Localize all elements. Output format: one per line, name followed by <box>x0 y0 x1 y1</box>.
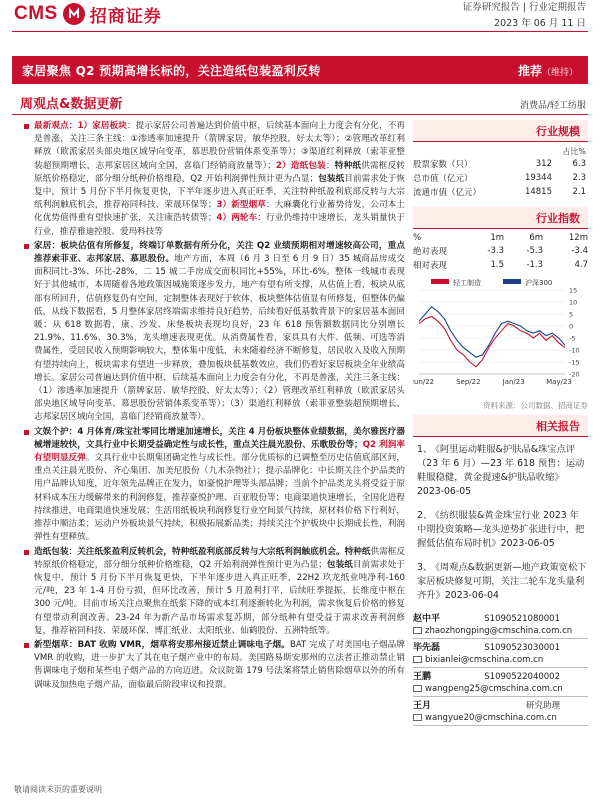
index-row-label: 绝对表现 <box>413 247 448 257</box>
paragraph-text: 4）两轮车 <box>216 213 258 224</box>
series-line <box>419 307 565 357</box>
paragraph-text: 2）造纸包装 <box>275 160 326 171</box>
analyst-row <box>413 642 588 654</box>
analyst-email-row <box>413 654 588 668</box>
scale-value: 14815 <box>524 187 552 197</box>
index-value: -5.3 <box>526 246 544 256</box>
section-divider <box>12 114 588 115</box>
related-report-title: 《阿里运动鞋服&护肤品&珠宝点评（23 年 6 月）—23 年 618 预售：运动鞋服稳健，黄金提速&护肤品收缩》2023-06-05 <box>417 444 585 497</box>
analyst-row <box>413 671 588 683</box>
index-header-cell: % <box>413 233 422 243</box>
industry-scale-unit: 占比% <box>562 147 586 156</box>
y-tick-label: 15 <box>569 286 578 295</box>
scale-pct: 2.3 <box>572 173 586 183</box>
paragraph-text: 。文具行业中长期集团确定性与成长性。部分优质标的已调整至历史估值底部区间，重点关注晨光股份、齐心集团、加美尼股份（九木杂物社）；提示品牌化：中长期关注个护品类的用户品牌认知度，近年领先品牌正在发力，如豪悦护理等头部品牌；当前个护品类龙头将受益于原材料成本压力缓解带来的利润修复，推荐豪悦护理、百亚股份等；电商渠道快速增长，全国化进程持续推进，电商渠道快速发展；生活用纸板块利润修复行业空间景气持续，原材料价格下行利好，推荐中顺洁柔；运动户外板块景气持续，积极拓展新品类；持续关注个护板块中长期成长性，利润弹性有望释放。 <box>34 453 405 543</box>
analyst-entry <box>413 613 588 639</box>
analyst-cert: S1090522040002 <box>484 672 560 682</box>
analyst-cert: 研究助理 <box>525 701 560 711</box>
paragraph-text: 地产方面，本周（6 月 3 日至 6 月 9 日）35 城商品房成交面积同比-3%、环比-28%，二 15 城二手房成交面积同比+55%，环比-6%。整体一线城市表现好于其他城市，本周随着各地政策因城施策逐步发力，地产有望有所支撑，从估值上看，板块从底部有所回升，估值修复仍有空间，定制整体表现好于软体，板块整体估值显有所修复，但整体仍偏低，从线下数据看，5 月整体家居终端需求维持良好趋势，后续看好低基数背景下的家居基本面回暖；从 618 数据看，康、沙发、床垫板块表现均良好，23 年 618 预售额数据同比分别增长 21.9%、11.6%、30.3%，龙头增速表现更优。从消费属性看，家具具有大件、低频、可选等消费属性，受居民收入预期影响较大，整体集中度低，未来随着经济不断修复，居民收入及收入预期有望持续向上，板块需求有望进一步释放，叠加板块低基数效应，我们仍看好家居板块全年业绩高增长。家居公司普遍达到价值中枢，后续基本面向上力度会有分化，不再是普涨，关注三条主线：（1）渗透率加速提升（箭牌家居、敏华控股、好太太等）；（2）管理改革红利释放（欧派家居头部央地区域导向变革、慕思股份营销体系变革等）；（3）渠道红利释放（索菲亚整装超预期增长、志邦家居区域向全国，喜临门经销商放量等）。 <box>34 254 405 423</box>
mail-icon <box>413 714 422 721</box>
paragraph-text: 包装纸 <box>326 559 353 570</box>
related-reports-list <box>413 443 588 603</box>
paragraph-text: Q2 利润率有望明显反弹 <box>34 439 405 464</box>
x-tick-label: Jan/23 <box>502 378 525 386</box>
company-logo <box>14 0 162 28</box>
logo-text-cn: 招商证券 <box>89 6 162 27</box>
index-value: 4.7 <box>574 260 588 270</box>
body-paragraph <box>22 639 405 692</box>
index-row <box>413 258 588 272</box>
industry-index-heading: 行业指数 <box>413 207 588 229</box>
paragraph-text: ：大麻囊化行业蓄势待发，公司本土化优势值得重有望快速扩张，关注康浩转债等； <box>34 200 405 224</box>
report-title: 家居聚焦 Q2 预期高增长标的，关注造纸包装盈利反转 <box>22 64 321 78</box>
scale-row <box>413 185 588 199</box>
related-report-number: 3、 <box>417 562 433 573</box>
related-report-number: 1、 <box>417 444 433 455</box>
x-tick-label: Jun/22 <box>413 378 435 386</box>
index-chart <box>413 276 588 398</box>
y-tick-label: -20 <box>569 370 580 379</box>
y-tick-label: 10 <box>569 298 578 307</box>
legend-swatch <box>503 279 521 284</box>
industry-scale-table <box>413 157 588 199</box>
scale-row <box>413 171 588 185</box>
paragraph-text: 包装纸 <box>318 173 345 184</box>
report-meta <box>463 0 586 32</box>
paragraph-text: 目前需求处于恢复中，预计 5 月份下半月恢复更快，下半年逐步进入真正旺季，22H2 玖龙纸业吨净利-160 元/吨，23 年 1-4 月份亏损，但环比改善，预计 5 月盈利打平，后续旺季提振，长维度中枢在 300 元/吨。目前市场关注点聚焦在纸浆下降的成本红利逐渐转化为利润，需求恢复后价格的修复有望带动利润改善。23-24 年为新产品市场需求复苏期，部分纸种有望受益于需求改善利润修复，推荐裕同科技、荣晟环保、博汇纸业、太阳纸业、仙鹤股份、五洲特纸等。 <box>34 559 405 636</box>
sector-label: 消费品/轻工纺服 <box>519 101 586 111</box>
related-report-item[interactable] <box>413 443 588 499</box>
paragraph-text: 新型烟草：BAT 收购 VMR，烟草将安那州接近禁止调味电子烟。 <box>34 639 290 650</box>
legend-label: 轻工制造 <box>453 279 481 287</box>
paragraph-text: 家居：板块估值有所修复，终端订单数据有所分化，关注 Q2 业绩预期相对增速较高公司，重点推荐索菲亚、志邦家居、慕思股份。 <box>34 240 405 265</box>
title-banner <box>12 56 588 84</box>
y-tick-label: -15 <box>569 358 580 367</box>
analyst-cert: S1090521080001 <box>484 614 560 624</box>
paragraph-text: 最新观点： <box>34 121 78 131</box>
analyst-row <box>413 613 588 625</box>
body-paragraph <box>22 546 405 638</box>
legend-swatch <box>431 279 449 284</box>
index-value: 1.5 <box>490 260 505 270</box>
analyst-name: 赵中平 <box>413 614 441 624</box>
paragraph-text: 供需框反转原纸价格稳定，部分细分纸种价格维稳，Q2 开始利润弹性预计更为凸显； <box>34 546 405 570</box>
related-reports-heading: 相关报告 <box>413 415 588 437</box>
section-title: 周观点&数据更新 <box>20 97 123 112</box>
y-tick-label: -10 <box>569 346 580 355</box>
analyst-row <box>413 700 588 712</box>
analyst-entry <box>413 642 588 668</box>
scale-value: 19344 <box>524 173 552 183</box>
analyst-email[interactable]: wangpeng25@cmschina.com.cn <box>425 684 563 694</box>
analyst-name: 毕先磊 <box>413 643 441 653</box>
analyst-email[interactable]: bixianlei@cmschina.com.cn <box>425 655 544 665</box>
x-tick-label: May/23 <box>546 378 572 386</box>
rating-label: 推荐 <box>517 64 542 78</box>
analyst-email[interactable]: zhaozhongping@cmschina.com.cn <box>425 626 573 636</box>
x-tick-label: Sep/22 <box>456 378 481 386</box>
body-paragraph <box>22 240 405 425</box>
rating <box>518 62 578 79</box>
index-header-cell: 12m <box>568 233 588 243</box>
index-header-row <box>413 232 588 244</box>
paragraph-text: ： <box>325 160 335 171</box>
paragraph-text: 文娱个护：4 月体育/珠宝社零同比增速加速增长，关注 4 月份板块整体业绩数据，美尔雅医疗器械增速较快，文具行业中长期受益确定性与成长性，重点关注晨光股份、乐歌股份等； <box>34 426 405 450</box>
body-paragraph <box>22 426 405 545</box>
analyst-name: 王月 <box>413 701 432 711</box>
index-row <box>413 244 588 258</box>
paragraph-text: 造纸包装：关注纸浆盈利反转机会，特种纸盈利底部反转与大宗纸利润触底机会。 <box>34 546 345 557</box>
y-tick-label: -5 <box>569 334 576 343</box>
analyst-email-row <box>413 625 588 639</box>
paragraph-text: 特种纸 <box>344 546 371 557</box>
analyst-entry <box>413 671 588 697</box>
index-header-cell: 6m <box>529 233 544 243</box>
analyst-cert: S1090523030001 <box>484 643 560 653</box>
scale-label: 流通市值（亿元） <box>413 188 482 198</box>
page-header <box>0 0 600 52</box>
scale-pct: 2.1 <box>572 187 586 197</box>
chart-source: 资料来源：公司数据、招商证券 <box>483 401 588 410</box>
scale-label: 股票家数（只） <box>413 160 473 170</box>
y-tick-label: 0 <box>569 322 574 331</box>
mail-icon <box>413 627 422 634</box>
logo-emblem-icon <box>63 3 85 25</box>
paragraph-text: 目前需求处于恢复中，预计 5 月份下半月恢复更快，下半年逐步进入真正旺季，关注特种纸盈利底部反转与大宗纸利润触底机会，推荐裕同科技、荣晟环保等； <box>34 173 405 211</box>
report-date: 2023 年 06 月 11 日 <box>494 18 586 29</box>
analyst-email-row <box>413 712 588 726</box>
index-value: -3.4 <box>571 246 588 256</box>
related-report-title: 《纺织服装&黄金珠宝行业 2023 年中期投资策略—龙头逆势扩张进行中，把握低估值布局时机》2023-06-05 <box>417 510 585 549</box>
mail-icon <box>413 685 422 692</box>
paragraph-text: 1）家居板块 <box>77 121 127 131</box>
legend-label: 沪深300 <box>525 279 553 287</box>
side-column <box>413 120 588 729</box>
paragraph-text: ：提示家居公司普遍达到价值中枢，后续基本面向上力度会有分化，不再是普涨，关注三条主线：①渗透率加速提升（箭牌家居，敏华控股，好太太等）；②管理改革红利释放（欧派家居头部央地区域导向变革，慕思股份营销体系变革等）；③渠道红利释放（索菲亚整装超预期增长，志邦家居区域向全国，喜临门经销商放量等）； <box>34 121 405 171</box>
index-value: -1.3 <box>526 260 544 270</box>
index-chart-svg <box>413 276 588 394</box>
industry-scale-heading: 行业规模 <box>413 120 588 142</box>
industry-index-table <box>413 232 588 272</box>
index-value: -3.3 <box>487 246 505 256</box>
analyst-name: 王鹏 <box>413 672 432 682</box>
mail-icon <box>413 656 422 663</box>
footer-note: 敬请阅读末页的重要说明 <box>14 785 102 794</box>
paragraph-text: 特种纸 <box>334 160 362 171</box>
scale-value: 312 <box>535 159 552 169</box>
scale-label: 总市值（亿元） <box>413 174 473 184</box>
report-type: 证券研究报告 | 行业定期报告 <box>462 2 586 13</box>
paragraph-text: 3）新型烟草 <box>216 200 266 211</box>
scale-pct: 6.3 <box>572 159 586 169</box>
scale-row <box>413 157 588 171</box>
analyst-email-row <box>413 683 588 697</box>
paragraph-text: 供需框反转原纸价格稳定，部分细分纸种价格维稳，Q2 开始利润弹性预计更为凸显； <box>34 160 405 184</box>
series-line <box>419 316 565 366</box>
paragraph-text: ：行业仍维持中速增长，龙头销量快于行业，推荐雅迪控股、爱玛科技等 <box>34 213 405 237</box>
logo-text-en: CMS <box>14 3 58 24</box>
index-row-label: 相对表现 <box>413 261 448 271</box>
analyst-list <box>413 613 588 726</box>
related-report-item[interactable] <box>413 561 588 603</box>
body-paragraph <box>22 120 405 239</box>
main-text-column <box>22 120 405 775</box>
analyst-entry <box>413 700 588 726</box>
analyst-email[interactable]: wangyue20@cmschina.com.cn <box>425 713 557 723</box>
paragraph-text: BAT 完成了对美国电子烟品牌 VMR 的收购，进一步扩大了其在电子烟产业中的布局。美国路易斯安那州的立法者正推动禁止销售调味电子烟和某些电子烟产品的方向迈进。众议院第 179 号法案将禁止销售除烟草以外的所有调味及加热电子烟产品，面临最后阶段审议和投票。 <box>34 639 405 690</box>
related-report-number: 2、 <box>417 510 433 521</box>
header-divider <box>12 31 588 32</box>
rating-sub: （维持） <box>541 68 578 78</box>
related-report-item[interactable] <box>413 509 588 551</box>
related-report-title: 《周观点&数据更新—地产政策宽松下家居板块修复可期，关注二轮车龙头量利齐升》2023-06-04 <box>417 562 587 601</box>
y-tick-label: 5 <box>569 310 574 319</box>
index-header-cell: 1m <box>490 233 505 243</box>
